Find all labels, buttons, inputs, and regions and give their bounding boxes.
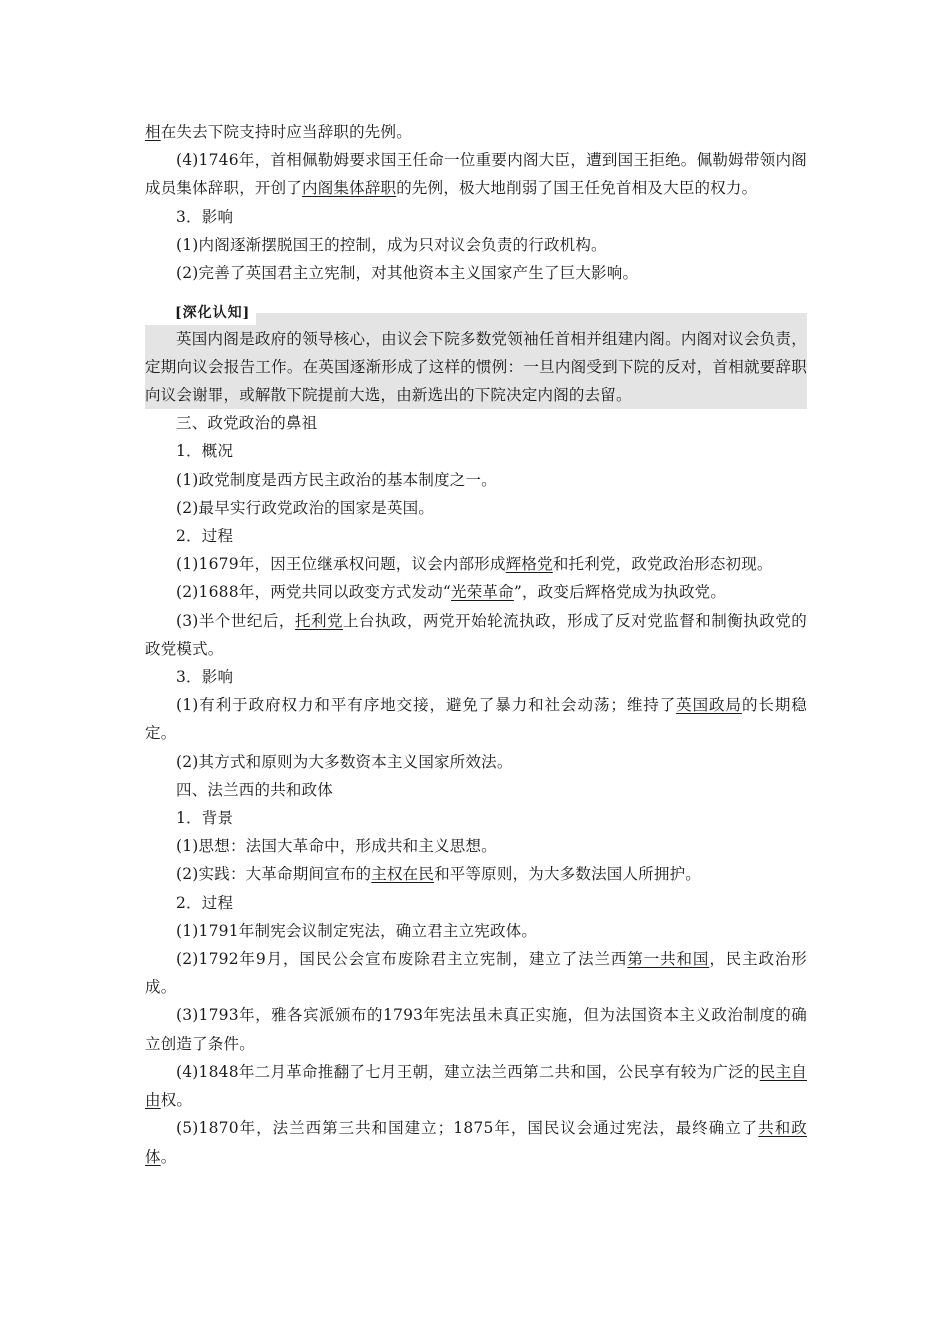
paragraph: (1)内阁逐渐摆脱国王的控制，成为只对议会负责的行政机构。 xyxy=(176,235,607,254)
subheading: 3．影响 xyxy=(176,668,234,687)
underlined-term: 光荣革命 xyxy=(451,583,514,602)
paragraph: (1)有利于政府权力和平有序地交接，避免了暴力和社会动荡；维持了英国政局的长期稳定。 xyxy=(145,696,807,743)
paragraph: (2)其方式和原则为大多数资本主义国家所效法。 xyxy=(176,752,513,771)
subheading: 1．背景 xyxy=(176,809,234,828)
subheading: 2．过程 xyxy=(176,527,234,546)
underlined-term: 辉格党 xyxy=(505,555,553,574)
underlined-term: 主权在民 xyxy=(371,865,435,884)
paragraph: (1)政党制度是西方民主政治的基本制度之一。 xyxy=(176,470,497,489)
paragraph: (1)1791年制宪会议制定宪法，确立君主立宪政体。 xyxy=(176,921,538,940)
box-text: 英国内阁是政府的领导核心，由议会下院多数党领袖任首相并组建内阁。内阁对议会负责，定期向议会报告工作。在英国逐渐形成了这样的惯例：一旦内阁受到下院的反对，首相就要辞职向议会谢罪，或解散下院提前大选，由新选出的下院决定内阁的去留。 xyxy=(145,330,807,405)
paragraph: 相在失去下院支持时应当辞职的先例。 xyxy=(145,123,412,141)
underlined-term: 英国政局 xyxy=(676,696,742,715)
underlined-term: 民主自由 xyxy=(145,1062,808,1110)
box-label: [深化认知] xyxy=(145,301,256,325)
document-page xyxy=(145,118,807,1171)
paragraph: (4)1746年，首相佩勒姆要求国王任命一位重要内阁大臣，遭到国王拒绝。佩勒姆带领内阁成员集体辞职，开创了内阁集体辞职的先例，极大地削弱了国王任免首相及大臣的权力。 xyxy=(145,151,807,198)
paragraph: (2)1792年9月，国民公会宣布废除君主立宪制，建立了法兰西第一共和国，民主政治形成。 xyxy=(145,950,808,997)
box-body xyxy=(145,313,807,409)
underlined-term: 内阁集体辞职 xyxy=(302,179,397,198)
subheading: 3．影响 xyxy=(176,207,234,226)
paragraph: (1)思想：法国大革命中，形成共和主义思想。 xyxy=(176,837,497,856)
paragraph: (5)1870年，法兰西第三共和国建立；1875年，国民议会通过宪法，最终确立了共和政体。 xyxy=(145,1119,807,1166)
underlined-term: 共和政体 xyxy=(145,1119,807,1166)
deepen-understanding-box xyxy=(145,301,807,409)
underlined-term: 托利党 xyxy=(294,611,343,630)
paragraph: (4)1848年二月革命推翻了七月王朝，建立法兰西第二共和国，公民享有较为广泛的民主自由权。 xyxy=(145,1062,808,1110)
section-title: 四、法兰西的共和政体 xyxy=(176,780,334,799)
paragraph: (2)最早实行政党政治的国家是英国。 xyxy=(176,498,435,517)
paragraph: (2)完善了英国君主立宪制，对其他资本主义国家产生了巨大影响。 xyxy=(176,264,639,283)
subheading: 2．过程 xyxy=(176,893,234,912)
subheading: 1．概况 xyxy=(176,442,234,461)
underlined-term: 第一共和国 xyxy=(627,950,710,969)
section-title: 三、政党政治的鼻祖 xyxy=(176,414,318,433)
underlined-term: 相 xyxy=(145,123,161,141)
paragraph: (2)实践：大革命期间宣布的主权在民和平等原则，为大多数法国人所拥护。 xyxy=(176,865,701,884)
paragraph: (3)半个世纪后，托利党上台执政，两党开始轮流执政，形成了反对党监督和制衡执政党的政党模式。 xyxy=(145,611,807,658)
paragraph: (3)1793年，雅各宾派颁布的1793年宪法虽未真正实施，但为法国资本主义政治制度的确立创造了条件。 xyxy=(145,1006,807,1053)
paragraph: (2)1688年，两党共同以政变方式发动“光荣革命”，政变后辉格党成为执政党。 xyxy=(176,583,727,602)
paragraph: (1)1679年，因王位继承权问题，议会内部形成辉格党和托利党，政党政治形态初现。 xyxy=(176,555,773,574)
